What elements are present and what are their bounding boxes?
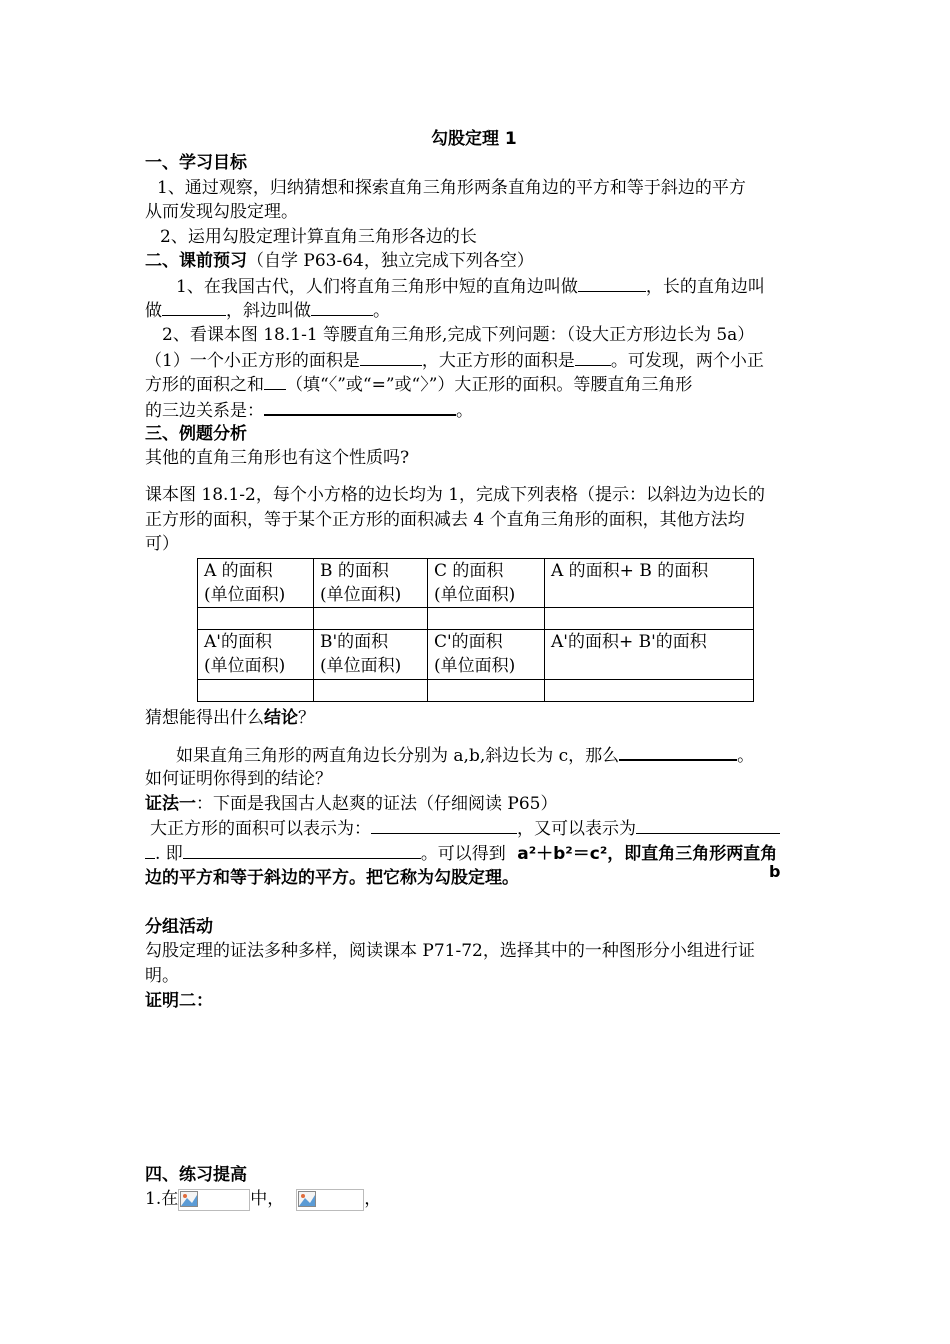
cell-line: B 的面积 xyxy=(320,561,389,581)
cell-line: C 的面积 xyxy=(434,561,504,581)
proof1-line-2 xyxy=(145,841,777,866)
section-2-number: 二、 xyxy=(145,251,179,271)
table-input-cell[interactable] xyxy=(545,680,754,702)
cell-line: A 的面积+ B 的面积 xyxy=(551,561,709,581)
proof1-text-2b: 。可以得到 xyxy=(420,844,506,864)
area-table xyxy=(197,558,754,702)
cell-line: A'的面积+ B'的面积 xyxy=(551,632,707,652)
table-row xyxy=(198,680,754,702)
exercise-1 xyxy=(145,1187,381,1211)
cell-line: (单位面积) xyxy=(204,585,286,605)
cell-line: (单位面积) xyxy=(320,585,402,605)
preview-q2-text-c: ，大正方形的面积是 xyxy=(421,351,575,371)
section-4-heading: 四、练习提高 xyxy=(145,1165,247,1185)
preview-q2-line-b xyxy=(145,348,764,373)
section-2-title: 课前预习 xyxy=(179,251,247,271)
section-1-heading: 一、学习目标 xyxy=(145,153,247,173)
group-activity-text-a: 勾股定理的证法多种多样，阅读课本 P71-72，选择其中的一种图形分小组进行证 xyxy=(145,941,755,961)
blank-compare[interactable] xyxy=(264,372,286,390)
cell-line: (单位面积) xyxy=(434,656,516,676)
proof1-text-2a: . 即 xyxy=(155,844,183,864)
table-row xyxy=(198,630,754,680)
broken-image-icon xyxy=(180,1191,198,1207)
cell-line: (单位面积) xyxy=(320,656,402,676)
pythagorean-formula: a²＋b²＝c²，即直角三角形两直角 xyxy=(517,844,778,864)
conclusion-question-c: ？ xyxy=(298,708,315,728)
table-header-cell xyxy=(428,630,545,680)
conclusion-text-a: 如果直角三角形的两直角边长分别为 a,b,斜边长为 c，那么 xyxy=(176,746,620,766)
conclusion-question xyxy=(145,706,315,730)
blank-long-leg[interactable] xyxy=(162,298,226,316)
preview-q1-line-b xyxy=(145,298,390,323)
preview-q2-line-d xyxy=(145,397,473,423)
blank-hypotenuse[interactable] xyxy=(311,298,373,316)
blank-area-expression-2-tail[interactable] xyxy=(145,841,155,859)
blank-large-square-area[interactable] xyxy=(575,348,611,366)
table-header-cell xyxy=(545,559,754,608)
conclusion-text-b: 。 xyxy=(737,746,755,766)
blank-side-relation[interactable] xyxy=(264,397,456,416)
preview-q1-text-e: 。 xyxy=(373,301,390,321)
preview-q2-text-e: 方形的面积之和 xyxy=(145,375,264,395)
blank-conclusion[interactable] xyxy=(619,742,737,761)
document-title: 勾股定理 1 xyxy=(431,129,517,149)
preview-q1-text-d: ，斜边叫做 xyxy=(226,301,311,321)
table-header-cell xyxy=(545,630,754,680)
cell-line: A 的面积 xyxy=(204,561,273,581)
preview-q2-line-c xyxy=(145,372,692,397)
broken-image-icon xyxy=(298,1191,316,1207)
table-header-cell xyxy=(314,559,428,608)
section-3-heading: 三、例题分析 xyxy=(145,424,247,444)
section-2-note: （自学 P63-64，独立完成下列各空） xyxy=(247,251,534,271)
cell-line: B'的面积 xyxy=(320,632,389,652)
cell-line: (单位面积) xyxy=(204,656,286,676)
table-header-cell xyxy=(428,559,545,608)
goal-1-line-a: 1、通过观察，归纳猜想和探索直角三角形两条直角边的平方和等于斜边的平方 xyxy=(157,178,746,198)
section-2-heading xyxy=(145,249,534,273)
proof1-heading xyxy=(145,792,557,816)
preview-q2-text-h: 。 xyxy=(456,401,473,421)
table-input-cell[interactable] xyxy=(314,680,428,702)
cell-line: C'的面积 xyxy=(434,632,503,652)
preview-q1-line-a xyxy=(176,274,765,299)
exercise-1-text-a: 1.在 xyxy=(145,1189,179,1209)
exercise-1-text-c: ， xyxy=(364,1189,382,1209)
example-text-b: 正方形的面积，等于某个正方形的面积减去 4 个直角三角形的面积，其他方法均 xyxy=(145,510,745,530)
preview-q1-text-a: 1、在我国古代，人们将直角三角形中短的直角边叫做 xyxy=(176,277,578,297)
conclusion-statement xyxy=(176,742,754,768)
blank-small-square-area[interactable] xyxy=(360,348,422,366)
table-header-cell xyxy=(198,559,314,608)
table-row xyxy=(198,559,754,608)
table-input-cell[interactable] xyxy=(314,608,428,630)
conclusion-question-a: 猜想能得出什么 xyxy=(145,708,264,728)
broken-image-placeholder xyxy=(178,1189,250,1211)
goal-1-line-b: 从而发现勾股定理。 xyxy=(145,202,298,222)
blank-short-leg[interactable] xyxy=(578,274,646,292)
cell-line: (单位面积) xyxy=(434,585,516,605)
cell-line: A'的面积 xyxy=(204,632,272,652)
preview-q2-text-d: 。可发现，两个小正 xyxy=(610,351,764,371)
table-header-cell xyxy=(198,630,314,680)
proof2-label: 证明二： xyxy=(145,991,213,1011)
table-input-cell[interactable] xyxy=(428,680,545,702)
table-input-cell[interactable] xyxy=(198,608,314,630)
blank-area-expression-2[interactable] xyxy=(636,816,780,834)
group-activity-heading: 分组活动 xyxy=(145,917,213,937)
preview-q1-text-b: ，长的直角边叫 xyxy=(645,277,765,297)
group-activity-text-b: 明。 xyxy=(145,966,179,986)
table-input-cell[interactable] xyxy=(545,608,754,630)
example-text-c: 可） xyxy=(145,534,179,554)
preview-q2-text-f: （填“〈”或“=”或“〉”）大正形的面积。等腰直角三角形 xyxy=(286,375,693,395)
goal-2: 2、运用勾股定理计算直角三角形各边的长 xyxy=(160,227,477,247)
conclusion-keyword: 结论 xyxy=(264,708,298,728)
proof1-text-1b: ，又可以表示为 xyxy=(517,819,636,839)
preview-q2-text-g: 的三边关系是： xyxy=(145,401,264,421)
blank-equation[interactable] xyxy=(183,841,421,859)
table-input-cell[interactable] xyxy=(198,680,314,702)
figure-label-b: b xyxy=(769,862,781,881)
example-text-a: 课本图 18.1-2，每个小方格的边长均为 1，完成下列表格（提示：以斜边为边长的 xyxy=(145,485,766,505)
proof-prompt: 如何证明你得到的结论？ xyxy=(145,769,332,789)
preview-q1-text-c: 做 xyxy=(145,301,162,321)
broken-image-placeholder xyxy=(296,1189,364,1211)
table-header-cell xyxy=(314,630,428,680)
proof1-line-3: 边的平方和等于斜边的平方。把它称为勾股定理。 xyxy=(145,868,519,888)
exercise-1-text-b: 中， xyxy=(250,1189,285,1209)
table-row xyxy=(198,608,754,630)
table-input-cell[interactable] xyxy=(428,608,545,630)
preview-q2-text-b: （1）一个小正方形的面积是 xyxy=(145,351,360,371)
example-question: 其他的直角三角形也有这个性质吗? xyxy=(145,448,410,468)
proof1-label: 证法一 xyxy=(145,794,196,814)
preview-q2-line-a: 2、看课本图 18.1-1 等腰直角三角形,完成下列问题：（设大正方形边长为 5a） xyxy=(162,325,755,345)
proof1-intro: ：下面是我国古人赵爽的证法（仔细阅读 P65） xyxy=(196,794,558,814)
proof1-text-1a: 大正方形的面积可以表示为： xyxy=(150,819,371,839)
proof1-line-1 xyxy=(150,816,780,841)
blank-area-expression-1[interactable] xyxy=(371,816,517,834)
